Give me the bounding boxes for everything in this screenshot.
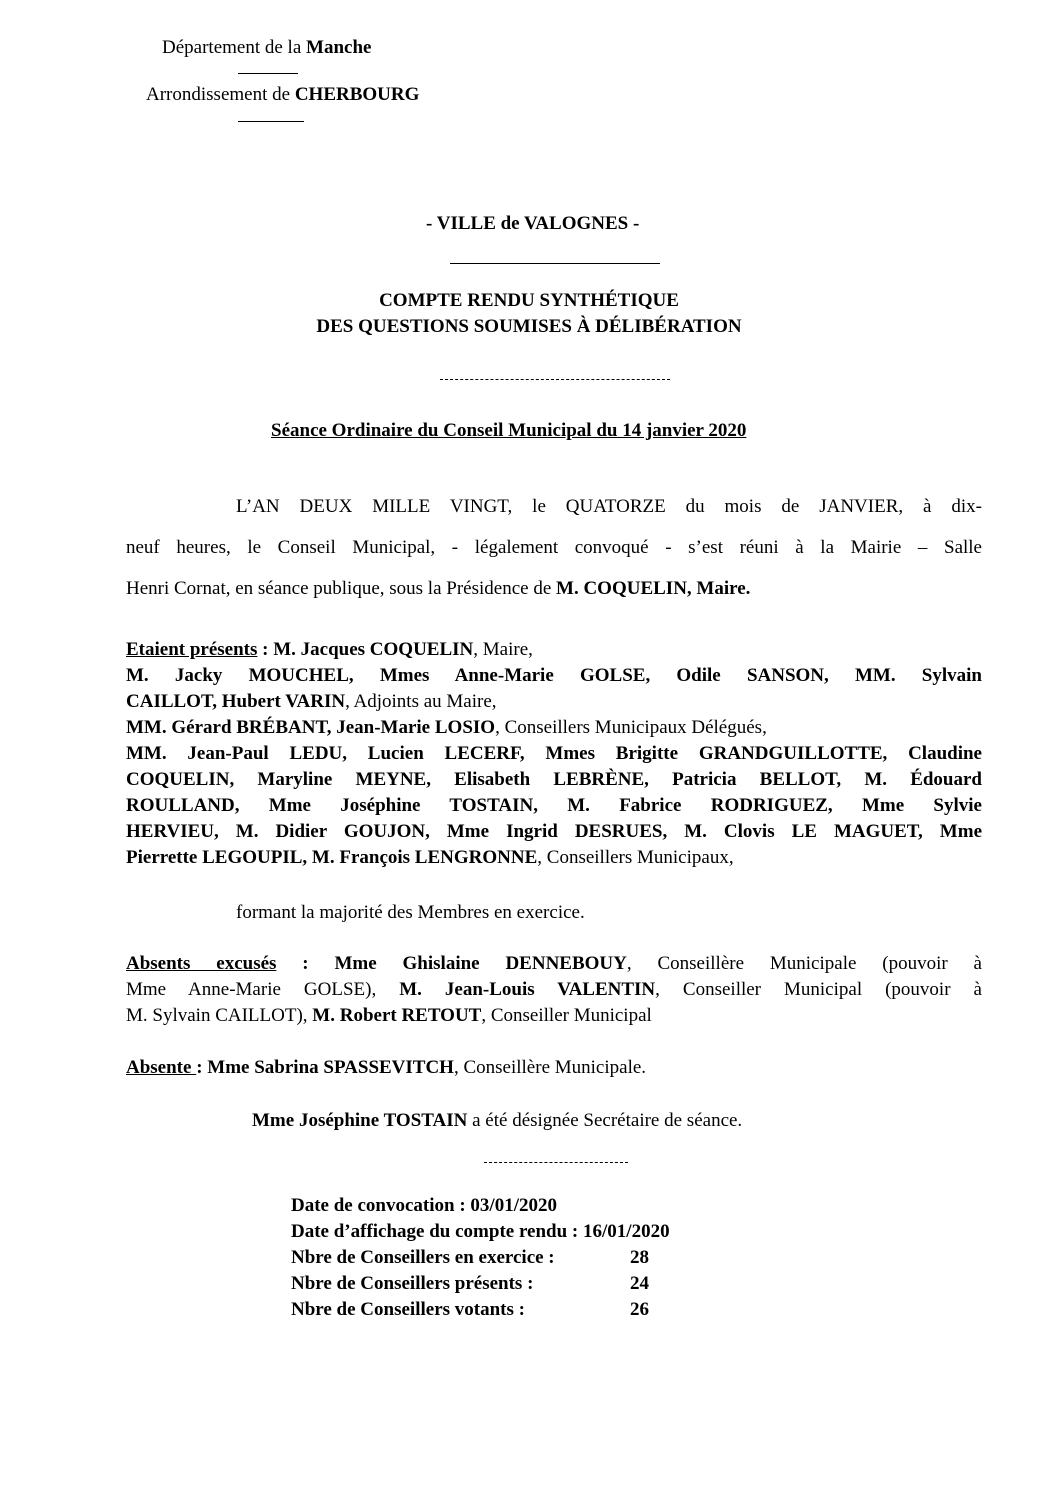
excuses-label: Absents excusés <box>126 953 277 974</box>
excuse-role-2: , Conseiller Municipal (pouvoir à <box>655 979 982 1000</box>
presents-line-8: HERVIEU, M. Didier GOUJON, Mme Ingrid DESRUES, M. Clovis LE MAGUET, Mme <box>126 821 982 842</box>
presents-sep: : <box>257 639 274 660</box>
presents-line-9 <box>126 847 734 869</box>
president-name: M. COQUELIN, Maire. <box>556 578 751 599</box>
excuse-role-3: , Conseiller Municipal <box>481 1005 652 1026</box>
maire-name: M. Jacques COQUELIN <box>273 639 474 660</box>
header-rule-2 <box>238 121 304 122</box>
excuse-proxy-1: Mme Anne-Marie GOLSE), <box>126 979 400 1000</box>
stat-convocation <box>291 1195 557 1217</box>
adjoints-names: CAILLOT, Hubert VARIN <box>126 691 346 712</box>
intro-line-3 <box>126 578 750 600</box>
excuse-name-1: Mme Ghislaine DENNEBOUY <box>334 953 627 974</box>
delegues-role: , Conseillers Municipaux Délégués, <box>495 717 767 738</box>
arrondissement-name: CHERBOURG <box>294 84 420 105</box>
presents-line-6: COQUELIN, Maryline MEYNE, Elisabeth LEBRÈNE, Patricia BELLOT, M. Édouard <box>126 769 982 790</box>
intro-line-1: L’AN DEUX MILLE VINGT, le QUATORZE du mois de JANVIER, à dix- <box>236 496 982 517</box>
intro-line-2: neuf heures, le Conseil Municipal, - légalement convoqué - s’est réuni à la Mairie – Salle <box>126 537 982 558</box>
absente-label: Absente <box>126 1057 197 1078</box>
arrondissement-line <box>146 84 419 106</box>
document-title-line1: COMPTE RENDU SYNTHÉTIQUE <box>379 290 679 311</box>
title-dash-rule <box>440 379 670 380</box>
document-title-line2: DES QUESTIONS SOUMISES À DÉLIBÉRATION <box>316 316 742 337</box>
excuse-name-3: M. Robert RETOUT <box>312 1005 482 1026</box>
header-rule-1 <box>238 73 298 74</box>
departement-line <box>162 37 371 59</box>
absente-line <box>126 1057 646 1079</box>
maire-role: , Maire, <box>473 639 533 660</box>
absente-name: Mme Sabrina SPASSEVITCH <box>207 1057 454 1078</box>
stat-presents-value: 24 <box>630 1273 649 1294</box>
excuses-line-2 <box>126 979 982 1001</box>
secretaire-line <box>252 1110 742 1132</box>
excuses-sep: : <box>276 953 335 974</box>
presents-line-4 <box>126 717 767 739</box>
secretaire-dash-rule <box>484 1162 628 1163</box>
excuses-line-3 <box>126 1005 652 1027</box>
excuse-name-2: M. Jean-Louis VALENTIN <box>399 979 656 1000</box>
conseillers-role: , Conseillers Municipaux, <box>537 847 734 868</box>
majorite-line: formant la majorité des Membres en exercice. <box>236 902 585 923</box>
adjoints-role: , Adjoints au Maire, <box>345 691 497 712</box>
affichage-label: Date d’affichage du compte rendu : <box>291 1221 584 1242</box>
ville-rule <box>450 263 660 264</box>
absente-role: , Conseillère Municipale. <box>453 1057 647 1078</box>
affichage-value: 16/01/2020 <box>583 1221 670 1242</box>
ville-title: - VILLE de VALOGNES - <box>426 213 640 234</box>
presents-label: Etaient présents <box>126 639 258 660</box>
conseillers-names-end: Pierrette LEGOUPIL, M. François LENGRONNE <box>126 847 538 868</box>
convocation-value: 03/01/2020 <box>470 1195 557 1216</box>
secretaire-name: Mme Joséphine TOSTAIN <box>252 1110 468 1131</box>
departement-prefix: Département de la <box>162 37 307 58</box>
stat-affichage <box>291 1221 670 1243</box>
convocation-label: Date de convocation : <box>291 1195 471 1216</box>
stat-votants-label: Nbre de Conseillers votants : <box>291 1299 525 1320</box>
excuses-line-1 <box>126 953 982 975</box>
presents-line-3 <box>126 691 497 713</box>
stat-presents-label: Nbre de Conseillers présents : <box>291 1273 534 1294</box>
excuse-role-1: , Conseillère Municipale (pouvoir à <box>626 953 982 974</box>
presents-line-2: M. Jacky MOUCHEL, Mmes Anne-Marie GOLSE, Odile SANSON, MM. Sylvain <box>126 665 982 686</box>
presents-line-7: ROULLAND, Mme Joséphine TOSTAIN, M. Fabrice RODRIGUEZ, Mme Sylvie <box>126 795 982 816</box>
stat-exercice-value: 28 <box>630 1247 649 1268</box>
stat-exercice-label: Nbre de Conseillers en exercice : <box>291 1247 555 1268</box>
departement-name: Manche <box>306 37 372 58</box>
absente-sep: : <box>196 1057 208 1078</box>
delegues-names: MM. Gérard BRÉBANT, Jean-Marie LOSIO <box>126 717 496 738</box>
presents-line-5: MM. Jean-Paul LEDU, Lucien LECERF, Mmes Brigitte GRANDGUILLOTTE, Claudine <box>126 743 982 764</box>
seance-title: Séance Ordinaire du Conseil Municipal du 14 janvier 2020 <box>271 420 747 441</box>
secretaire-text: a été désignée Secrétaire de séance. <box>467 1110 743 1131</box>
presents-line-1 <box>126 639 533 661</box>
stat-votants-value: 26 <box>630 1299 649 1320</box>
excuse-proxy-2: M. Sylvain CAILLOT), <box>126 1005 313 1026</box>
arrondissement-prefix: Arrondissement de <box>146 84 295 105</box>
intro-line-3-text: Henri Cornat, en séance publique, sous la Présidence de <box>126 578 557 599</box>
